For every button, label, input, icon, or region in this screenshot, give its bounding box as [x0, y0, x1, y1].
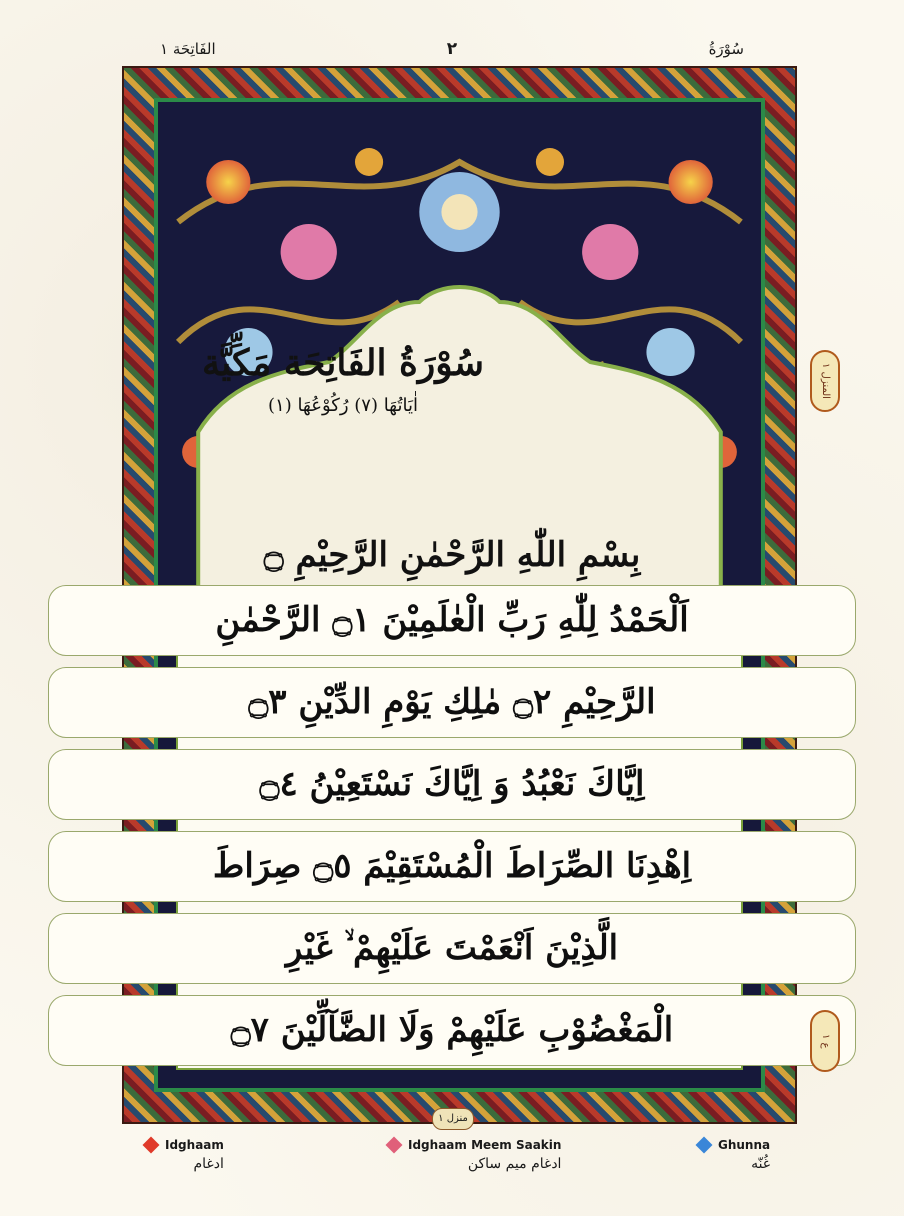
diamond-icon [696, 1137, 713, 1154]
verse-line: اِيَّاكَ نَعْبُدُ وَ اِيَّاكَ نَسْتَعِيْنُ ۝٤ [48, 749, 856, 820]
verse-line: الرَّحِيْمِ ۝٢ مٰلِكِ يَوْمِ الدِّيْنِ ۝٣ [48, 667, 856, 738]
legend-arabic: ادغام [193, 1156, 224, 1172]
header-surah-name: الفَاتِحَة ١ [160, 40, 216, 58]
verse-lines [48, 585, 856, 1077]
verse-line: الَّذِيْنَ اَنْعَمْتَ عَلَيْهِمْ ۙ غَيْرِ [48, 913, 856, 984]
surah-title: سُوْرَةُ الفَاتِحَة مَكِّيَّة [201, 342, 485, 384]
legend-idghaam [145, 1138, 224, 1172]
legend-arabic: ادغام میم ساکن [467, 1156, 562, 1172]
legend-arabic: غُنّه [751, 1156, 771, 1172]
surah-title-cartouche [178, 335, 508, 455]
diamond-icon [386, 1137, 403, 1154]
verse-line: اِهْدِنَا الصِّرَاطَ الْمُسْتَقِيْمَ ۝٥ صِرَاطَ [48, 831, 856, 902]
diamond-icon [143, 1137, 160, 1154]
legend-idghaam-meem-saakin [388, 1138, 561, 1172]
verse-line: اَلْحَمْدُ لِلّٰهِ رَبِّ الْعٰلَمِيْنَ ۝١ الرَّحْمٰنِ [48, 585, 856, 656]
header-surah-label: سُوْرَةُ [708, 40, 744, 58]
basmala: بِسْمِ اللّٰهِ الرَّحْمٰنِ الرَّحِيْمِ ۝ [263, 535, 641, 575]
manzil-badge: منزل ١ [432, 1108, 474, 1130]
surah-info: اٰيَاتُهَا (٧) رُكُوْعُهَا (١) [268, 395, 418, 416]
legend-ghunna [698, 1138, 770, 1172]
ruku-side-tab: ع ١ [810, 1010, 840, 1072]
page-number: ٢ [446, 39, 458, 59]
legend-label: Idghaam [165, 1138, 224, 1152]
verse-line: الْمَغْضُوْبِ عَلَيْهِمْ وَلَا الضَّآلِّيْنَ ۝٧ [48, 995, 856, 1066]
manzil-side-tab: المنزل ١ [810, 350, 840, 412]
legend-label: Ghunna [718, 1138, 771, 1152]
legend-label: Idghaam Meem Saakin [408, 1138, 562, 1152]
